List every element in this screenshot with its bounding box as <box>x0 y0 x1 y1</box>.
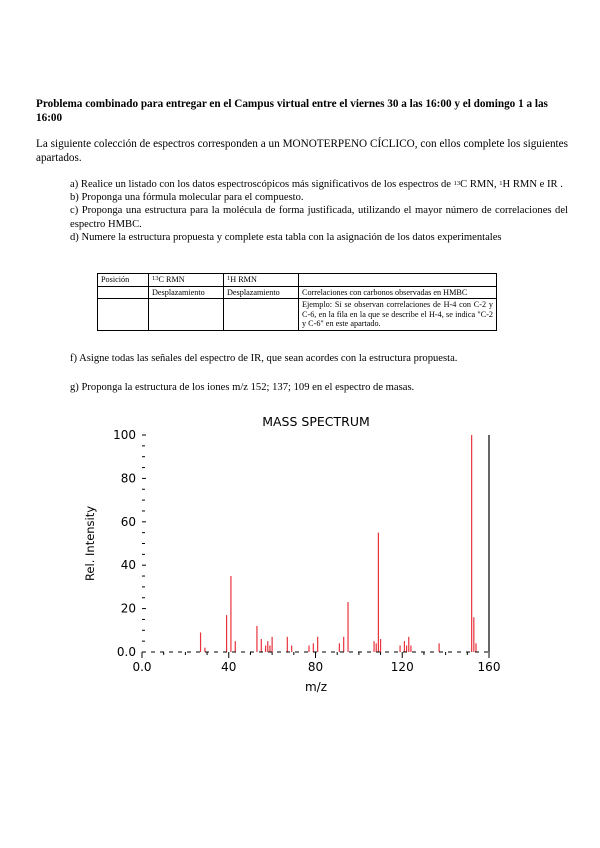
question-g: g) Proponga la estructura de los iones m/z 152; 137; 109 en el espectro de masas. <box>70 382 415 393</box>
x-tick-label: 120 <box>390 660 414 674</box>
cell-hmbc-example: Ejemplo: Si se observan correlaciones de H-4 con C-2 y C-6, en la fila en la que se describe el H-4, se indica "C-2 y C-6" en este apartado. <box>299 299 497 331</box>
table-row <box>98 299 497 331</box>
assignment-table <box>97 273 497 331</box>
header-h1-label: H RMN <box>230 275 257 284</box>
question-a-sup-1: 1 <box>499 180 503 187</box>
chart-axes <box>113 428 500 674</box>
header-c13-label: C RMN <box>158 275 185 284</box>
table-header-row <box>98 274 497 287</box>
question-c: c) Proponga una estructura para la molécula de forma justificada, utilizando el mayor número de correlaciones del espectro HMBC. <box>70 205 568 230</box>
table-subheader-row <box>98 286 497 299</box>
peak-group <box>201 435 476 652</box>
x-tick-label: 80 <box>307 660 324 674</box>
cell-h1 <box>224 299 299 331</box>
question-a <box>70 178 568 191</box>
header-position: Posición <box>98 274 149 287</box>
subheader-empty <box>98 286 149 299</box>
question-f: f) Asigne todas las señales del espectro de IR, que sean acordes con la estructura propuesta. <box>70 353 458 364</box>
subheader-h1-shift: Desplazamiento <box>224 286 299 299</box>
mass-spectrum-chart <box>70 405 510 695</box>
question-a-text-mid: C RMN, <box>460 179 500 190</box>
y-tick-label: 60 <box>120 514 136 529</box>
header-h1-sup: 1 <box>227 275 231 282</box>
intro-paragraph: La siguiente colección de espectros corresponden a un MONOTERPENO CÍCLICO, con ellos complete los siguientes apartados. <box>36 138 568 164</box>
subheader-hmbc: Correlaciones con carbonos observadas en HMBC <box>299 286 497 299</box>
y-tick-label: 40 <box>120 558 136 573</box>
question-a-text: a) Realice un listado con los datos espectroscópicos más significativos de los espectros de <box>70 179 454 190</box>
chart-xlabel: m/z <box>304 680 328 694</box>
chart-ylabel: Rel. Intensity <box>83 505 97 582</box>
header-c13-sup: 13 <box>152 275 159 282</box>
question-a-sup-13: 13 <box>453 180 461 187</box>
question-d: d) Numere la estructura propuesta y complete esta tabla con la asignación de los datos experimentales <box>70 231 502 243</box>
problem-heading: Problema combinado para entregar en el Campus virtual entre el viernes 30 a las 16:00 y el domingo 1 a las 16:00 <box>36 98 548 124</box>
cell-position <box>98 299 149 331</box>
cell-c13 <box>149 299 224 331</box>
x-tick-label: 160 <box>477 660 501 674</box>
subheader-c13-shift: Desplazamiento <box>149 286 224 299</box>
y-tick-label: 80 <box>120 471 136 486</box>
y-tick-label: 100 <box>113 428 136 442</box>
x-tick-label: 0.0 <box>132 660 152 674</box>
question-b: b) Proponga una fórmula molecular para el compuesto. <box>70 192 304 204</box>
header-empty <box>299 274 497 287</box>
question-list <box>70 178 568 244</box>
question-a-text-end: H RMN e IR . <box>502 179 563 190</box>
header-h1 <box>224 274 299 287</box>
header-c13 <box>149 274 224 287</box>
y-tick-label: 20 <box>120 601 136 616</box>
chart-title: MASS SPECTRUM <box>262 414 370 429</box>
x-tick-label: 40 <box>221 660 237 674</box>
y-tick-label: 0.0 <box>116 645 136 659</box>
